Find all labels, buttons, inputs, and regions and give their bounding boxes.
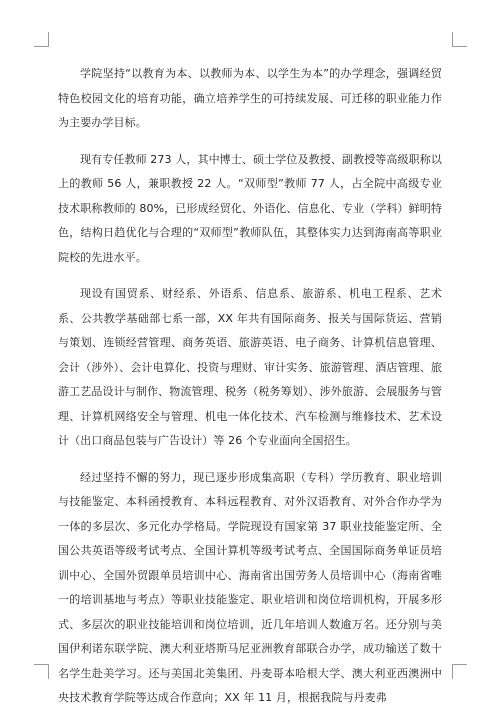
crop-mark-top-right	[452, 32, 467, 47]
crop-mark-top-left	[34, 32, 49, 47]
paragraph-philosophy: 学院坚持“以教育为本、以教师为本、以学生为本”的办学理念，强调经贸特色校园文化的培育功能，确立培养学生的可持续发展、可迁移的职业能力作为主要办学目标。	[58, 67, 442, 129]
paragraph-departments: 现设有国贸系、财经系、外语系、信息系、旅游系、机电工程系、艺术系、公共教学基础部七系一部，XX 年共有国际商务、报关与国际货运、营销与策划、连锁经营管理、商务英语、旅游英语、电子商务、计算机信息管理、会计（涉外）、会计电算化、投资与理财、审计实务、旅游管理、酒店管理、旅游工艺品设计与制作、物流管理、税务（税务筹划）、涉外旅游、会展服务与管理、计算机网络安全与管理、机电一体化技术、汽车检测与维修技术、艺术设计（出口商品包装与广告设计）等 26 个专业面向全国招生。	[58, 287, 442, 447]
paragraph-development: 经过坚持不懈的努力，现已逐步形成集高职（专科）学历教育、职业培训与技能鉴定、本科函授教育、本科远程教育、对外汉语教育、对外合作办学为一体的多层次、多元化办学格局。学院现设有国家第 37 职业技能鉴定所、全国公共英语等级考试考点、全国计算机等级考试考点、全国国际商务单证员培训中心、全国外贸跟单员培训中心、海南省出国劳务人员培训中心（海南省唯一的培训基地与考点）等职业技能鉴定、职业培训和岗位培训机构，开展多形式、多层次的职业技能培训和岗位培训，近几年培训人数逾万名。还分别与美国伊利诺东联学院、澳大利亚塔斯马尼亚洲教育部联合办学，成功输送了数十名学生赴美学习。还与美国北美集团、丹麦哥本哈根大学、澳大利亚西澳洲中央技术教育学院等达成合作意向；XX 年 11 月，根据我院与丹麦弗	[58, 470, 442, 704]
paragraph-faculty: 现有专任教师 273 人，其中博士、硕士学位及教授、副教授等高级职称以上的教师 56 人，兼职教授 22 人。“双师型”教师 77 人，占全院中高级专业技术职称教师的 80%，已形成经贸化、外语化、信息化、专业（学科）鲜明特色，结构日趋优化与合理的“双师型”教师队伍，其整体实力达到海南高等职业院校的先进水平。	[58, 152, 442, 264]
crop-mark-bottom-right	[452, 664, 467, 679]
crop-mark-bottom-left	[34, 664, 49, 679]
document-body	[58, 62, 442, 707]
